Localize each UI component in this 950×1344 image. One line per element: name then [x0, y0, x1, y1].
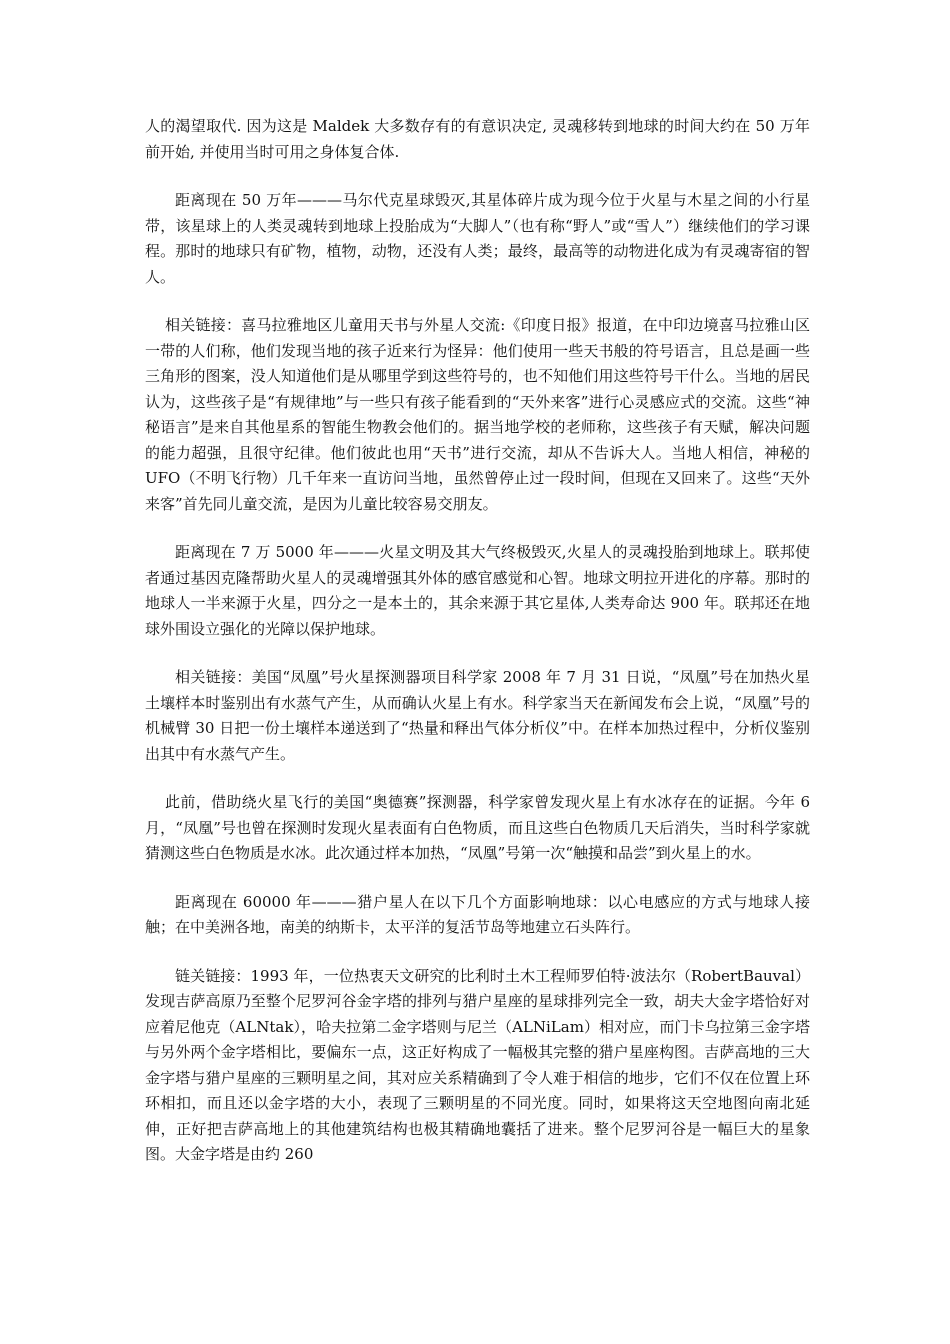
paragraph-2: 距离现在 50 万年———马尔代克星球毁灭,其星体碎片成为现今位于火星与木星之间的小行星带，该星球上的人类灵魂转到地球上投胎成为“大脚人”（也有称“野人”或“雪人”）继续他们的学习课程。那时的地球只有矿物，植物，动物，还没有人类；最终，最高等的动物进化成为有灵魂寄宿的智人。 [145, 191, 810, 286]
paragraph-6: 此前，借助绕火星飞行的美国“奥德赛”探测器，科学家曾发现火星上有水冰存在的证据。今年 6 月，“凤凰”号也曾在探测时发现火星表面有白色物质，而且这些白色物质几天后消失，当时科学家就猜测这些白色物质是水冰。此次通过样本加热，“凤凰”号第一次“触摸和品尝”到火星上的水。 [145, 793, 810, 862]
paragraph-8: 链关链接：1993 年，一位热衷天文研究的比利时土木工程师罗伯特·波法尔（RobertBauval）发现吉萨高原乃至整个尼罗河谷金字塔的排列与猎户星座的星球排列完全一致，胡夫大金字塔恰好对应着尼他克（ALNtak），哈夫拉第二金字塔则与尼兰（ALNiLam）相对应，而门卡乌拉第三金字塔与另外两个金字塔相比，要偏东一点，这正好构成了一幅极其完整的猎户星座构图。吉萨高地的三大金字塔与猎户星座的三颗明星之间，其对应关系精确到了令人难于相信的地步，它们不仅在位置上环环相扣，而且还以金字塔的大小，表现了三颗明星的不同光度。同时，如果将这天空地图向南北延伸，正好把吉萨高地上的其他建筑结构也极其精确地囊括了进来。整个尼罗河谷是一幅巨大的星象图。大金字塔是由约 260 [145, 966, 810, 1163]
document-body [145, 114, 810, 1191]
paragraph-3: 相关链接：喜马拉雅地区儿童用天书与外星人交流:《印度日报》报道，在中印边境喜马拉雅山区一带的人们称，他们发现当地的孩子近来行为怪异：他们使用一些天书般的符号语言，且总是画一些三角形的图案，没人知道他们是从哪里学到这些符号的，也不知他们用这些符号干什么。当地的居民认为，这些孩子是“有规律地”与一些只有孩子能看到的“天外来客”进行心灵感应式的交流。这些“神秘语言”是来自其他星系的智能生物教会他们的。据当地学校的老师称，这些孩子有天赋，解决问题的能力超强，且很守纪律。他们彼此也用“天书”进行交流，却从不告诉大人。当地人相信，神秘的 UFO（不明飞行物）几千年来一直访问当地，虽然曾停止过一段时间，但现在又回来了。这些“天外来客”首先同儿童交流，是因为儿童比较容易交朋友。 [145, 316, 810, 513]
paragraph-7: 距离现在 60000 年———猎户星人在以下几个方面影响地球：以心电感应的方式与地球人接触；在中美洲各地，南美的纳斯卡，太平洋的复活节岛等地建立石头阵行。 [145, 892, 810, 936]
paragraph-4: 距离现在 7 万 5000 年———火星文明及其大气终极毁灭,火星人的灵魂投胎到地球上。联邦使者通过基因克隆帮助火星人的灵魂增强其外体的感官感觉和心智。地球文明拉开进化的序幕。那时的地球人一半来源于火星，四分之一是本土的，其余来源于其它星体,人类寿命达 900 年。联邦还在地球外围设立强化的光障以保护地球。 [145, 543, 810, 638]
paragraph-5: 相关链接：美国“凤凰”号火星探测器项目科学家 2008 年 7 月 31 日说，“凤凰”号在加热火星土壤样本时鉴别出有水蒸气产生，从而确认火星上有水。科学家当天在新闻发布会上说，“凤凰”号的机械臂 30 日把一份土壤样本递送到了“热量和释出气体分析仪”中。在样本加热过程中，分析仪鉴别出其中有水蒸气产生。 [145, 668, 810, 763]
paragraph-1: 人的渴望取代. 因为这是 Maldek 大多数存有的有意识决定, 灵魂移转到地球的时间大约在 50 万年前开始, 并使用当时可用之身体复合体. [145, 117, 810, 161]
